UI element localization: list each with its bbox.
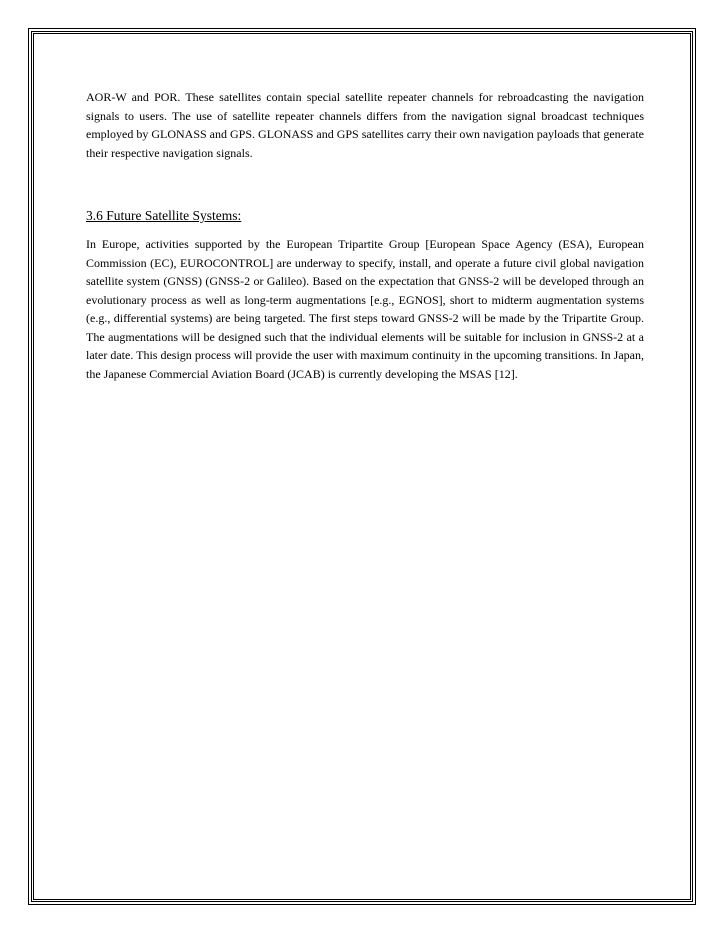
document-body	[86, 88, 644, 383]
section-heading-future-satellite-systems: 3.6 Future Satellite Systems:	[86, 208, 242, 223]
spacer	[86, 162, 644, 207]
paragraph-satellite-repeaters: AOR-W and POR. These satellites contain special satellite repeater channels for rebroadcasting the navigation signals to users. The use of satellite repeater channels differs from the navigation signal broadcast techniques employed by GLONASS and GPS. GLONASS and GPS satellites carry their own navigation payloads that generate their respective navigation signals.	[86, 90, 644, 160]
spacer	[86, 225, 644, 235]
paragraph-future-systems: In Europe, activities supported by the European Tripartite Group [European Space Agency (ESA), European Commission (EC), EUROCONTROL] are underway to specify, install, and operate a future civil global navigation satellite system (GNSS) (GNSS-2 or Galileo). Based on the expectation that GNSS-2 will be developed through an evolutionary process as well as long-term augmentations [e.g., EGNOS], short to midterm augmentation systems (e.g., differential systems) are being targeted. The first steps toward GNSS-2 will be made by the Tripartite Group. The augmentations will be designed such that the individual elements will be suitable for inclusion in GNSS-2 at a later date. This design process will provide the user with maximum continuity in the upcoming transitions. In Japan, the Japanese Commercial Aviation Board (JCAB) is currently developing the MSAS [12].	[86, 237, 644, 381]
